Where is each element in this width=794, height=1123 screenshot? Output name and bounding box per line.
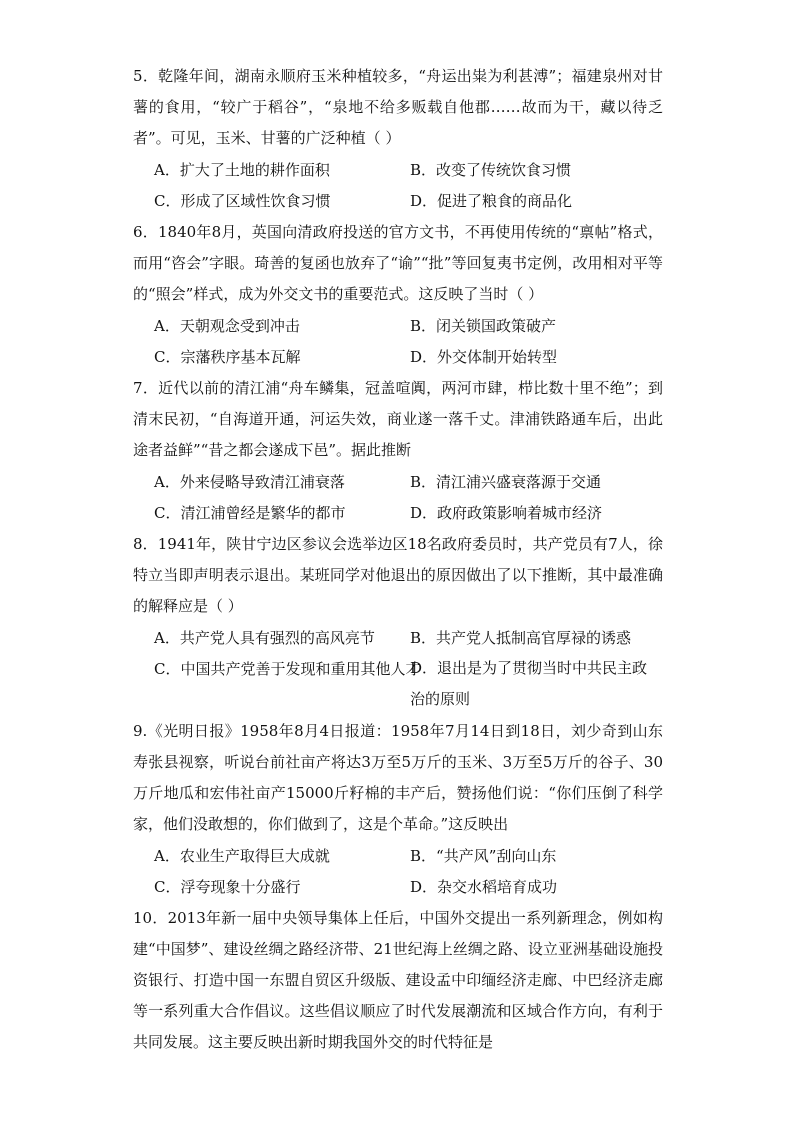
question-10	[133, 903, 663, 1058]
option-b[interactable]: B．闭关锁国政策破产	[410, 317, 557, 335]
option-b[interactable]: B．改变了传统饮食习惯	[410, 161, 572, 179]
option-a[interactable]: A．天朝观念受到冲击	[154, 317, 300, 335]
option-d[interactable]: D．外交体制开始转型	[410, 348, 558, 366]
option-c[interactable]: C．宗藩秩序基本瓦解	[154, 348, 301, 366]
question-stem: 5．乾隆年间，湖南永顺府玉米种植较多，“舟运出粜为利甚溥”；福建泉州对甘薯的食用，“较广于稻谷”，“泉地不给多贩载自他郡……故而为干，藏以待乏者”。可见，玉米、甘薯的广泛种植（ ）	[133, 67, 663, 147]
option-c[interactable]: C．清江浦曾经是繁华的都市	[154, 504, 346, 522]
option-c[interactable]: C．浮夸现象十分盛行	[154, 878, 301, 896]
question-7	[133, 373, 663, 522]
option-a[interactable]: A．共产党人具有强烈的高风亮节	[154, 629, 375, 647]
option-d[interactable]: D．退出是为了贯彻当时中共民主政治的原则	[410, 659, 648, 708]
question-8	[133, 529, 663, 708]
question-9	[133, 716, 663, 896]
option-b[interactable]: B．“共产风”刮向山东	[410, 847, 557, 865]
question-stem: 7．近代以前的清江浦“舟车鳞集，冠盖喧阗，两河市肆，栉比数十里不绝”；到清末民初，“自海道开通，河运失效，商业遂一落千丈。津浦铁路通车后，出此途者益鲜”“昔之都会遂成下邑”。据此推断	[133, 379, 663, 459]
question-5	[133, 61, 663, 210]
question-stem: 6．1840年8月，英国向清政府投送的官方文书，不再使用传统的“禀帖”格式，而用“咨会”字眼。琦善的复函也放弃了“谕”“批”等回复夷书定例，改用相对平等的“照会”样式，成为外交文书的重要范式。这反映了当时（ ）	[133, 223, 663, 303]
option-d[interactable]: D．政府政策影响着城市经济	[410, 504, 603, 522]
option-c[interactable]: C．形成了区域性饮食习惯	[154, 192, 331, 210]
question-6	[133, 217, 663, 366]
option-d[interactable]: D．杂交水稻培育成功	[410, 878, 558, 896]
option-b[interactable]: B．清江浦兴盛衰落源于交通	[410, 473, 602, 491]
question-stem: 8．1941年，陕甘宁边区参议会选举边区18名政府委员时，共产党员有7人，徐特立当即声明表示退出。某班同学对他退出的原因做出了以下推断，其中最准确的解释应是（ ）	[133, 535, 663, 615]
option-b[interactable]: B．共产党人抵制高官厚禄的诱惑	[410, 629, 632, 647]
option-a[interactable]: A．外来侵略导致清江浦衰落	[154, 473, 345, 491]
option-c[interactable]: C．中国共产党善于发现和重用其他人才	[154, 660, 421, 678]
question-stem: 10．2013年新一届中央领导集体上任后，中国外交提出一系列新理念，例如构建“中国梦”、建设丝绸之路经济带、21世纪海上丝绸之路、设立亚洲基础设施投资银行、打造中国一东盟自贸区升级版、建设孟中印缅经济走廊、中巴经济走廊等一系列重大合作倡议。这些倡议顺应了时代发展潮流和区域合作方向，有利于共同发展。这主要反映出新时期我国外交的时代特征是	[133, 909, 663, 1051]
option-a[interactable]: A．扩大了土地的耕作面积	[154, 161, 330, 179]
option-a[interactable]: A．农业生产取得巨大成就	[154, 847, 330, 865]
question-stem: 9.《光明日报》1958年8月4日报道：1958年7月14日到18日，刘少奇到山东寿张县视察，听说台前社亩产将达3万至5万斤的玉米、3万至5万斤的谷子、30万斤地瓜和宏伟社亩产15000斤籽棉的丰产后，赞扬他们说：“你们压倒了科学家，他们没敢想的，你们做到了，这是个革命。”这反映出	[133, 722, 663, 833]
option-d[interactable]: D．促进了粮食的商品化	[410, 192, 573, 210]
